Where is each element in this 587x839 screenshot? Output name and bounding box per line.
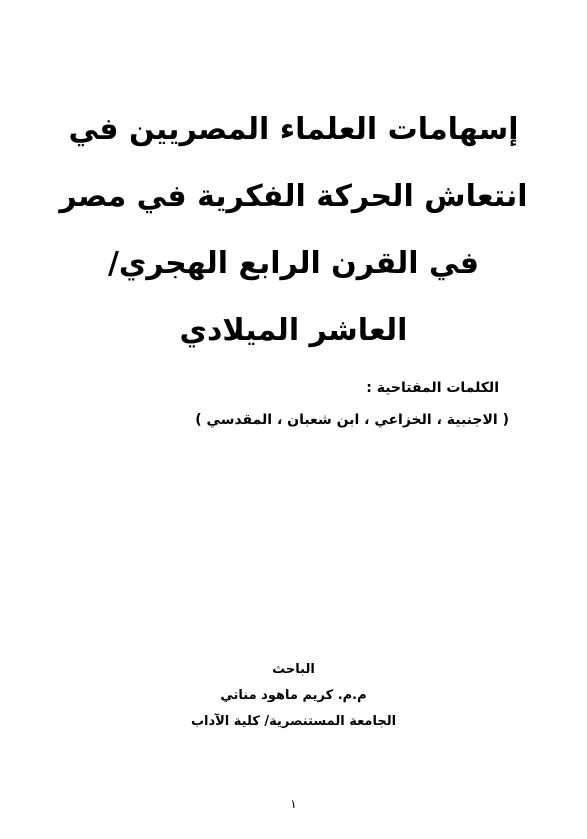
author-name: م.م. كريم ماهود مناتي [220,688,367,703]
keywords-list: ( الاجنبية ، الخزاعي ، ابن شعبان ، المقدسي ) [195,412,509,428]
page-title [30,96,557,364]
keywords-label: الكلمات المفتاحية : [366,380,499,396]
title-line-1: إسهامات العلماء المصريين في [68,112,519,147]
author-section [0,657,587,735]
title-line-4: العاشر الميلادي [179,313,408,348]
title-line-2: انتعاش الحركة الفكرية في مصر [59,179,528,214]
title-line-3: في القرن الرابع الهجري/ [107,246,480,281]
author-role: الباحث [272,662,315,677]
page-number: ١ [290,797,297,811]
author-affiliation: الجامعة المستنصرية/ كلية الآداب [190,714,397,729]
keywords-section [60,375,509,433]
